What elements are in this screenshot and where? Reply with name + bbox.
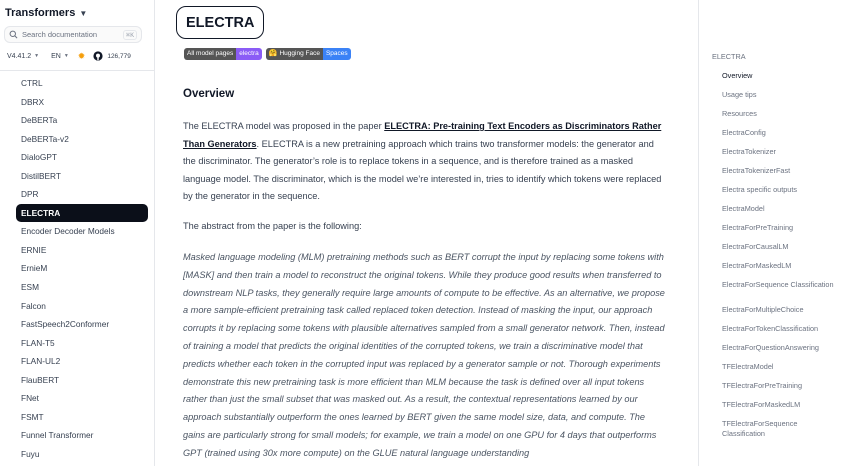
brand-title: Transformers [5, 7, 76, 19]
p1-prefix: The ELECTRA model was proposed in the paper [183, 121, 385, 131]
badge-left-wrap [266, 48, 323, 60]
model-nav-list [16, 74, 148, 463]
sidebar-item[interactable]: Encoder Decoder Models [21, 226, 115, 237]
search-input[interactable] [22, 30, 118, 39]
badge-right-label: electra [236, 48, 262, 60]
sidebar-item[interactable]: ErnieM [21, 263, 48, 274]
overview-heading: Overview [183, 88, 235, 100]
badge-right-label: Spaces [323, 48, 351, 60]
sidebar-item[interactable]: DPR [21, 189, 39, 200]
toc-item[interactable]: Resources [722, 109, 757, 118]
sidebar-item[interactable]: DialoGPT [21, 152, 57, 163]
toc-item[interactable]: Usage tips [722, 90, 757, 99]
sidebar-item[interactable]: CTRL [21, 78, 43, 88]
sidebar-item[interactable]: DeBERTa [21, 115, 58, 126]
version-row [4, 49, 152, 63]
toc-item[interactable]: TFElectraModel [722, 362, 774, 371]
toc-item[interactable]: ElectraTokenizerFast [722, 166, 791, 175]
toc-list [699, 52, 848, 438]
abstract-intro: The abstract from the paper is the following: [183, 221, 362, 231]
main-content [156, 0, 697, 466]
all-model-pages-badge[interactable] [184, 48, 262, 60]
search-icon [9, 30, 18, 39]
sidebar-divider [0, 70, 155, 71]
p1-suffix: . ELECTRA is a new pretraining approach which trains two transformer models: the generator and the discriminator. The generator’s role is to replace tokens in a sequence, and is therefore trained as a masked language model. The discriminator, which is the model we’re interested in, tries to identify which tokens were replaced by the generator in the sequence. [183, 138, 662, 201]
toc-item[interactable]: ElectraModel [722, 204, 765, 213]
toc-item[interactable]: TFElectraForPreTraining [722, 381, 803, 390]
toc-item[interactable]: ElectraForQuestionAnswering [722, 343, 819, 352]
toc-item[interactable]: Electra specific outputs [722, 185, 798, 194]
sidebar-item[interactable]: Funnel Transformer [21, 430, 94, 441]
toc-item[interactable]: ElectraForCausalLM [722, 242, 789, 251]
sidebar-item[interactable]: ERNIE [21, 244, 47, 255]
search-shortcut: ⌘K [123, 30, 137, 40]
hf-spaces-badge[interactable] [266, 48, 351, 60]
brand-menu[interactable] [5, 7, 87, 19]
badge-left-label: Hugging Face [279, 50, 320, 57]
chevron-down-icon: ▼ [63, 53, 69, 59]
toc-item[interactable]: TFElectraForMaskedLM [722, 400, 801, 409]
toc-item[interactable]: ElectraForTokenClassification [722, 324, 819, 333]
paper-link[interactable]: ELECTRA: Pre-training Text Encoders as Discriminators Rather Than Generators [183, 121, 662, 149]
toc-item[interactable]: ELECTRA [712, 52, 746, 61]
sidebar-item[interactable]: ESM [21, 282, 39, 293]
theme-toggle-sun-icon[interactable]: ✹ [77, 50, 86, 61]
badge-row [184, 48, 351, 60]
language-label: EN [51, 52, 61, 60]
toc-item[interactable]: ElectraTokenizer [722, 147, 776, 156]
overview-paragraph [183, 118, 669, 206]
toc-item[interactable]: ElectraForSequence Classification [722, 280, 834, 289]
chevron-down-icon: ▼ [79, 8, 88, 18]
sidebar-item[interactable]: FNet [21, 393, 39, 404]
language-select[interactable] [48, 50, 72, 63]
toc-item[interactable]: ElectraConfig [722, 128, 766, 137]
page-title-box [176, 6, 264, 39]
sidebar-item[interactable]: FastSpeech2Conformer [21, 319, 110, 330]
sidebar-item[interactable]: DistilBERT [21, 170, 61, 181]
sidebar-item[interactable]: FLAN-T5 [21, 337, 55, 348]
sidebar-item[interactable]: DeBERTa-v2 [21, 133, 69, 144]
sidebar-item[interactable]: FlauBERT [21, 374, 60, 385]
sidebar-item[interactable]: ELECTRA [16, 204, 148, 223]
sidebar-item[interactable]: Falcon [21, 300, 46, 311]
github-icon[interactable] [93, 51, 103, 61]
badge-left-label: All model pages [184, 48, 236, 60]
toc-item[interactable]: ElectraForPreTraining [722, 223, 794, 232]
github-stars: 126,779 [107, 52, 131, 60]
sidebar-item[interactable]: DBRX [21, 96, 45, 107]
hugging-face-icon: 🤗 [268, 50, 278, 57]
page-title: ELECTRA [186, 14, 255, 31]
abstract-quote: Masked language modeling (MLM) pretraining methods such as BERT corrupt the input by replacing some tokens with [MASK] and then train a model to reconstruct the original tokens. While they produce good results when transferred to downstream NLP tasks, they generally require large amounts of compute to be effective. As an alternative, we propose a more sample-efficient pretraining task called replaced token detection. Instead of masking the input, our approach corrupts it by replacing some tokens with plausible alternatives sampled from a small generator network. Then, instead of training a model that predicts the original identities of the corrupted tokens, we train a discriminative model that predicts whether each token in the corrupted input was replaced by a generator sample or not. Thorough experiments demonstrate this new pretraining task is more efficient than MLM because the task is defined over all input tokens rather than just the small subset that was masked out. As a result, the contextual representations learned by our approach substantially outperform the ones learned by BERT given the same model size, data, and compute. The gains are particularly strong for small models; for example, we train a model on one GPU for 4 days that outperforms GPT (trained using 30x more compute) on the GLUE natural language understanding [183, 252, 665, 458]
search-box[interactable] [4, 26, 142, 43]
toc-item[interactable]: ElectraForMultipleChoice [722, 305, 804, 314]
toc-item[interactable]: Overview [722, 71, 753, 80]
toc-item[interactable]: ElectraForMaskedLM [722, 261, 792, 270]
version-label: V4.41.2 [7, 52, 32, 60]
table-of-contents [698, 0, 848, 466]
version-select[interactable] [4, 50, 42, 63]
toc-item[interactable]: TFElectraForSequence Classification [722, 419, 798, 438]
left-sidebar [0, 0, 155, 466]
chevron-down-icon: ▼ [34, 53, 40, 59]
sidebar-item[interactable]: FSMT [21, 411, 44, 422]
sidebar-item[interactable]: FLAN-UL2 [21, 356, 61, 367]
sidebar-item[interactable]: Fuyu [21, 448, 40, 459]
